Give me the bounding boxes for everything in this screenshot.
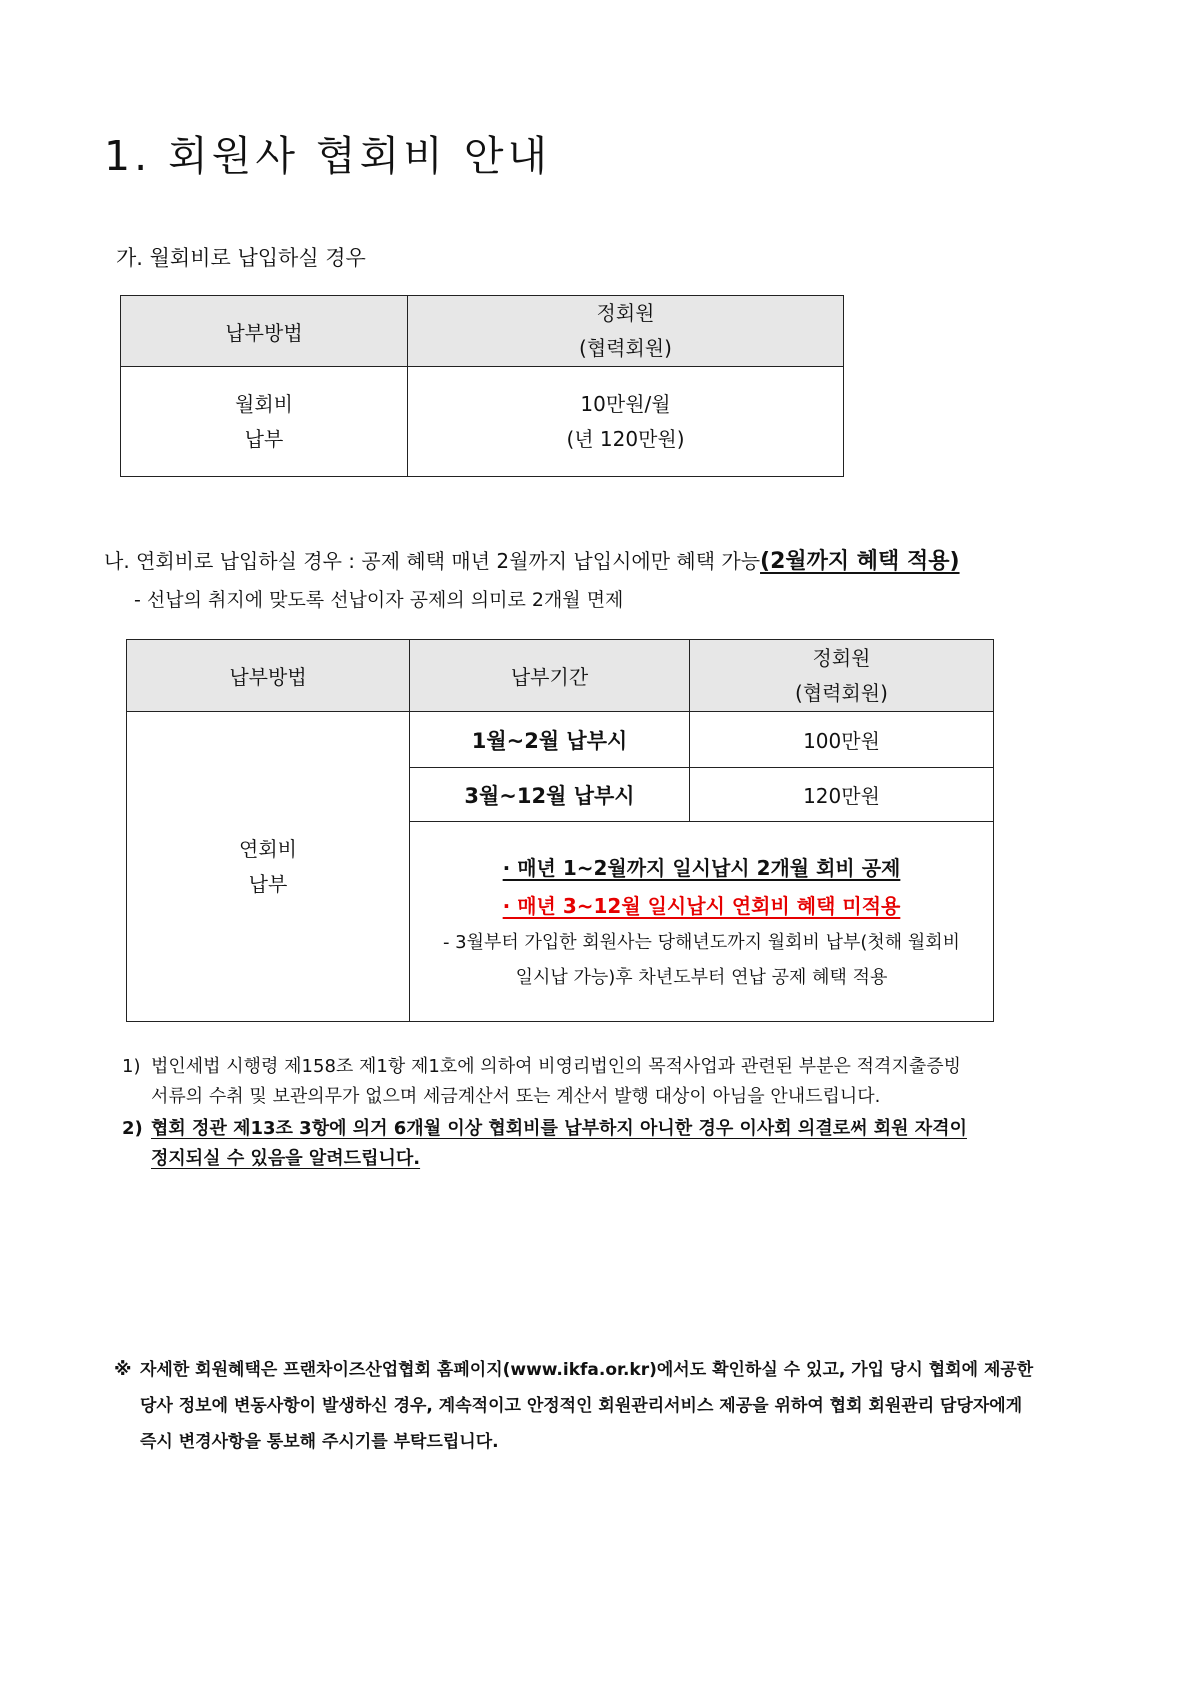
page-title: 1. 회원사 협회비 안내 bbox=[104, 132, 552, 180]
fee-jan-feb: 100만원 bbox=[690, 712, 994, 768]
period-jan-feb: 1월~2월 납부시 bbox=[410, 712, 690, 768]
note-2-num: 2) bbox=[122, 1118, 143, 1139]
note-1-text: 법인세법 시행령 제158조 제1항 제1호에 의하여 비영리법인의 목적사업과 관련된 부분은 적격지출증빙 서류의 수취 및 보관의무가 없으며 세금계산서 또는 계산서 발행 대상이 아님을 안내드립니다. bbox=[151, 1056, 961, 1107]
period-mar-dec: 3월~12월 납부시 bbox=[410, 768, 690, 822]
annual-method-cell: 연회비 납부 bbox=[127, 712, 410, 1022]
monthly-fee-table bbox=[120, 295, 844, 477]
header-payment-method: 납부방법 bbox=[121, 296, 408, 367]
late-join-note-2: 일시납 가능)후 차년도부터 연납 공제 혜택 적용 bbox=[515, 966, 888, 988]
note-1-num: 1) bbox=[122, 1056, 141, 1077]
header-regular-member: 정회원 (협력회원) bbox=[408, 296, 844, 367]
section-b-subline: - 선납의 취지에 맞도록 선납이자 공제의 의미로 2개월 면제 bbox=[134, 589, 624, 611]
monthly-method-cell: 월회비 납부 bbox=[121, 367, 408, 477]
benefit-emphasis: (2월까지 혜택 적용) bbox=[760, 549, 960, 574]
header-payment-method-b: 납부방법 bbox=[127, 640, 410, 712]
notice-mark: ※ bbox=[114, 1359, 132, 1380]
header-payment-period: 납부기간 bbox=[410, 640, 690, 712]
annual-fee-table bbox=[126, 639, 994, 1022]
bullet-discount: · 매년 1~2월까지 일시납시 2개월 회비 공제 bbox=[502, 855, 901, 880]
section-a-heading: 가. 월회비로 납입하실 경우 bbox=[116, 246, 366, 270]
bullet-no-benefit: · 매년 3~12월 일시납시 연회비 혜택 미적용 bbox=[502, 893, 901, 918]
note-2-text: 협회 정관 제13조 3항에 의거 6개월 이상 협회비를 납부하지 아니한 경우 이사회 의결로써 회원 자격이 정지되실 수 있음을 알려드립니다. bbox=[151, 1118, 967, 1169]
monthly-fee-cell: 10만원/월 (년 120만원) bbox=[408, 367, 844, 477]
header-regular-member-b: 정회원 (협력회원) bbox=[690, 640, 994, 712]
annual-notes-cell bbox=[410, 822, 994, 1022]
late-join-note-1: - 3월부터 가입한 회원사는 당해년도까지 월회비 납부(첫해 월회비 bbox=[442, 931, 961, 953]
fee-mar-dec: 120만원 bbox=[690, 768, 994, 822]
notice-text: 자세한 회원혜택은 프랜차이즈산업협회 홈페이지(www.ikfa.or.kr)에서도 확인하실 수 있고, 가입 당시 협회에 제공한 당사 정보에 변동사항이 발생하신 경우, 계속적이고 안정적인 회원관리서비스 제공을 위하여 협회 회원관리 담당자에게 즉시 변경사항을 통보해 주시기를 부탁드립니다. bbox=[140, 1360, 1034, 1452]
section-b-heading: 나. 연회비로 납입하실 경우 : 공제 혜택 매년 2월까지 납입시에만 혜택 가능(2월까지 혜택 적용) bbox=[104, 549, 960, 574]
